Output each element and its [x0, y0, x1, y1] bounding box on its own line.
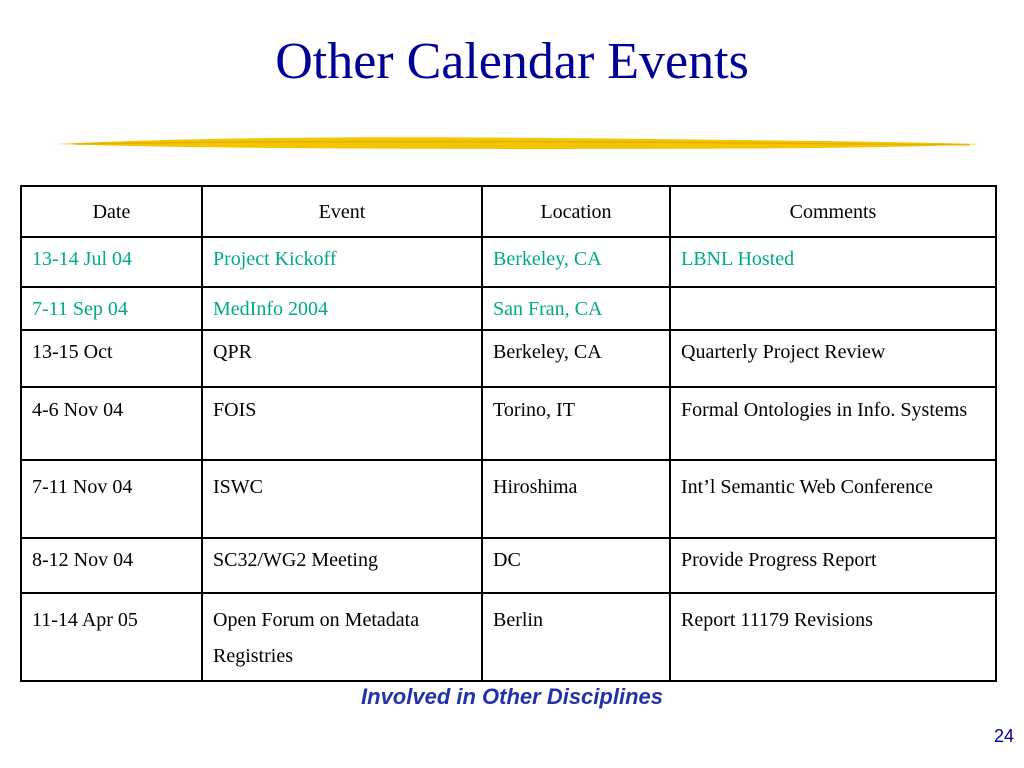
- table-header-row: [21, 186, 996, 237]
- cell-location: Berkeley, CA: [482, 330, 670, 387]
- slide-title: Other Calendar Events: [275, 33, 749, 90]
- cell-event: MedInfo 2004: [202, 287, 482, 330]
- cell-location: Hiroshima: [482, 460, 670, 538]
- cell-date: 7-11 Nov 04: [21, 460, 202, 538]
- cell-date: 13-14 Jul 04: [21, 237, 202, 287]
- table-row: [21, 237, 996, 287]
- cell-comments: [670, 287, 996, 330]
- title-underline-rule: [55, 132, 980, 156]
- cell-comments: Formal Ontologies in Info. Systems: [670, 387, 996, 460]
- cell-date: 4-6 Nov 04: [21, 387, 202, 460]
- header-comments: Comments: [670, 186, 996, 237]
- page-number: 24: [993, 726, 1014, 746]
- table-row: [21, 387, 996, 460]
- cell-event: Project Kickoff: [202, 237, 482, 287]
- cell-event: FOIS: [202, 387, 482, 460]
- cell-date: 11-14 Apr 05: [21, 593, 202, 681]
- header-event: Event: [202, 186, 482, 237]
- table-row: [21, 593, 996, 681]
- cell-event: ISWC: [202, 460, 482, 538]
- cell-date: 7-11 Sep 04: [21, 287, 202, 330]
- cell-location: Torino, IT: [482, 387, 670, 460]
- cell-comments: Quarterly Project Review: [670, 330, 996, 387]
- table-row: [21, 460, 996, 538]
- cell-comments: LBNL Hosted: [670, 237, 996, 287]
- cell-event: Open Forum on Metadata Registries: [202, 593, 482, 681]
- cell-event: SC32/WG2 Meeting: [202, 538, 482, 593]
- cell-location: DC: [482, 538, 670, 593]
- cell-event: QPR: [202, 330, 482, 387]
- cell-location: San Fran, CA: [482, 287, 670, 330]
- cell-comments: Provide Progress Report: [670, 538, 996, 593]
- header-location: Location: [482, 186, 670, 237]
- cell-location: Berkeley, CA: [482, 237, 670, 287]
- cell-comments: Report 11179 Revisions: [670, 593, 996, 681]
- tagline: Involved in Other Disciplines: [361, 684, 663, 709]
- events-table: [20, 185, 997, 682]
- cell-date: 8-12 Nov 04: [21, 538, 202, 593]
- table-row: [21, 538, 996, 593]
- table-row: [21, 287, 996, 330]
- table-row: [21, 330, 996, 387]
- cell-location: Berlin: [482, 593, 670, 681]
- cell-date: 13-15 Oct: [21, 330, 202, 387]
- header-date: Date: [21, 186, 202, 237]
- cell-comments: Int’l Semantic Web Conference: [670, 460, 996, 538]
